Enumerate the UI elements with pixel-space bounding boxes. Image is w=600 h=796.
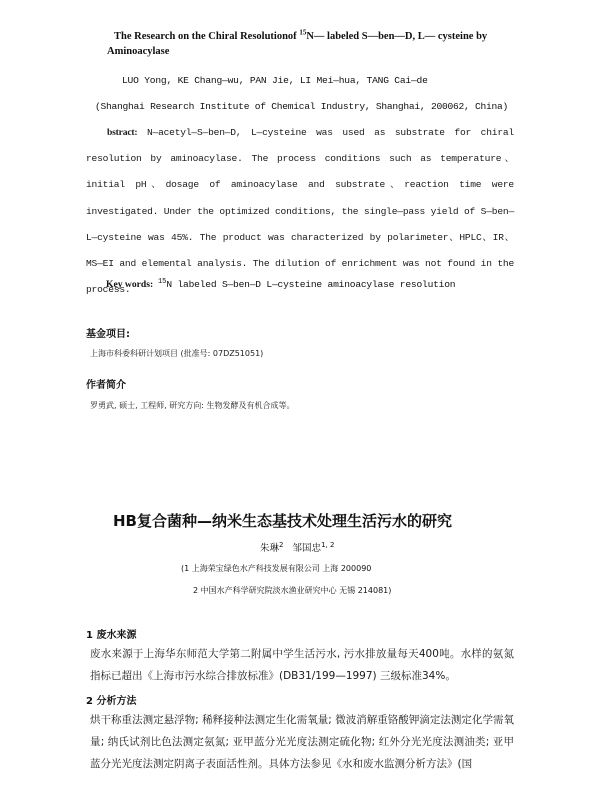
english-title-post: N— labeled S—ben—D, L— cysteine by — [306, 31, 488, 42]
chinese-affiliation-1: (1 上海荣宝绿色水产科技发展有限公司 上海 200090 — [181, 564, 372, 573]
author-1-sup: 2 — [279, 540, 284, 549]
funding-heading: 基金项目: — [86, 329, 130, 340]
keywords-text: N labeled S—ben—D L—cysteine aminoacylase resolution — [166, 279, 456, 290]
english-title-isotope-sup: 15 — [299, 28, 307, 37]
chinese-authors — [260, 540, 334, 554]
chinese-affiliation-2: 2 中国水产科学研究院淡水渔业研究中心 无锡 214081) — [193, 586, 392, 595]
english-authors: LUO Yong, KE Chang—wu, PAN Jie, LI Mei—hua, TANG Cai—de — [122, 75, 428, 86]
abstract-text: N—acetyl—S—ben—D, L—cysteine was used as substrate for chiral resolution by aminoacylase. The process conditions such as temperature、initial pH、dosage of aminoacylase and substrate、reaction time were investigated. Under the optimized conditions, the single—pass yield of S—ben—L—cysteine was 45%. The product was characterized by polarimeter、HPLC、IR、MS—EI and elemental analysis. The dilution of enrichment was not found in the process. — [86, 127, 514, 296]
english-title-line-1 — [114, 28, 488, 42]
section-2-heading: 2 分析方法 — [86, 696, 137, 707]
author-bio-heading: 作者简介 — [86, 380, 126, 391]
abstract-label: bstract: — [107, 127, 138, 138]
author-1-name: 朱琳 — [260, 543, 280, 554]
english-keywords — [106, 279, 455, 290]
section-1-heading: 1 废水来源 — [86, 630, 137, 641]
author-2-sup: 1, 2 — [321, 540, 335, 549]
english-title-line-2: Aminoacylase — [107, 46, 170, 57]
section-1-text: 废水来源于上海华东师范大学第二附属中学生活污水, 污水排放量每天400吨。水样的氨氮指标已超出《上海市污水综合排放标准》(DB31/199—1997) 三级标准34%。 — [90, 648, 514, 682]
section-2-text: 烘干称重法测定悬浮物; 稀释接种法测定生化需氧量; 微波消解重铬酸钾滴定法测定化学需氧量; 纳氏试剂比色法测定氨氮; 亚甲蓝分光光度法测定硫化物; 红外分光光度法测油类; 亚甲蓝分光光度法测定阴离子表面活性剂。具体方法参见《水和废水监测分析方法》(国 — [90, 714, 514, 770]
english-affiliation: (Shanghai Research Institute of Chemical Industry, Shanghai, 200062, China) — [95, 101, 509, 112]
keywords-label: Key words: — [106, 279, 154, 290]
keywords-isotope-sup: 15 — [157, 277, 167, 286]
chinese-title: HB复合菌种—纳米生态基技术处理生活污水的研究 — [113, 512, 452, 530]
english-abstract — [86, 120, 514, 303]
funding-text: 上海市科委科研计划项目 (批准号: 07DZ51051) — [90, 349, 264, 358]
author-bio-text: 罗勇武, 硕士, 工程师, 研究方向: 生物发酵及有机合成等。 — [90, 401, 295, 410]
english-title-pre: The Research on the Chiral Resolutionof — [114, 31, 300, 42]
author-2-name: 邹国忠 — [292, 543, 322, 554]
